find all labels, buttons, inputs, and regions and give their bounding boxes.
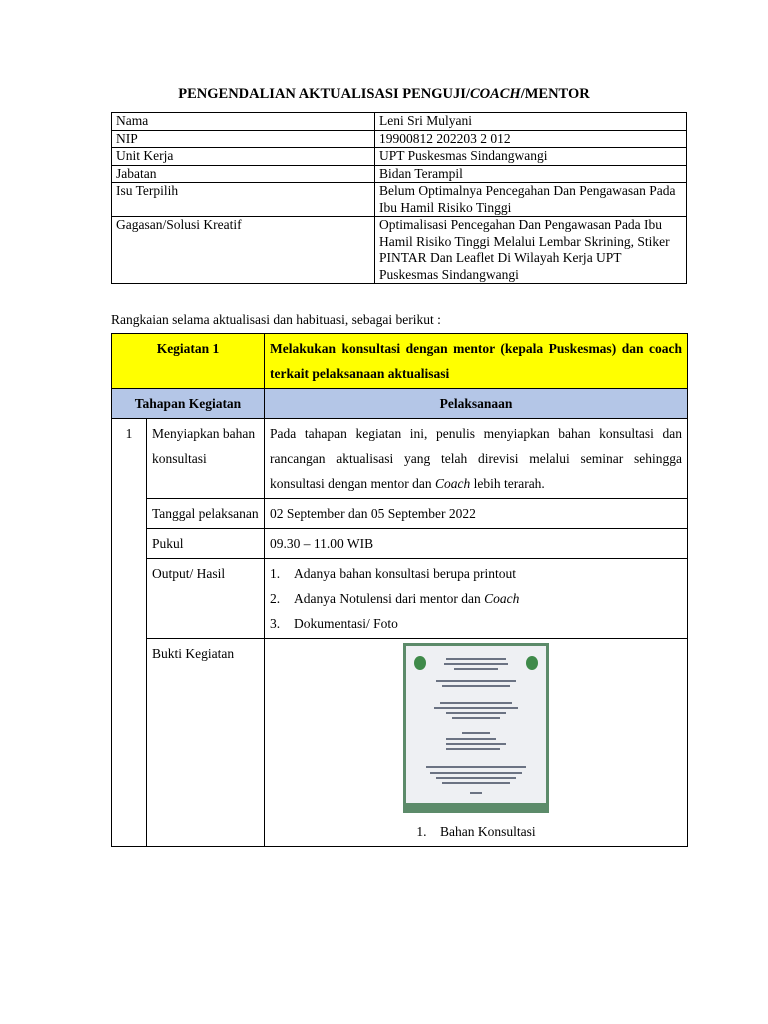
step-description: Pada tahapan kegiatan ini, penulis menyiapkan bahan konsultasi dan rancangan aktualisasi yang telah direvisi melalui seminar sehingga konsultasi dengan mentor dan Coach lebih terarah. (265, 419, 688, 499)
document-paper-image (406, 646, 546, 803)
list-item: 2. Adanya Notulensi dari mentor dan Coach (270, 591, 520, 606)
output-list (265, 559, 688, 639)
date-value: 02 September dan 05 September 2022 (265, 499, 688, 529)
activity-table (111, 333, 688, 847)
table-row (112, 130, 687, 148)
intro-text: Rangkaian selama aktualisasi dan habituasi, sebagai berikut : (111, 312, 441, 327)
field-value: Leni Sri Mulyani (375, 113, 687, 131)
page-title: PENGENDALIAN AKTUALISASI PENGUJI/COACH/MENTOR (178, 86, 590, 102)
table-row (112, 559, 688, 639)
table-row (112, 217, 687, 284)
step-label: Tanggal pelaksanan (147, 499, 265, 529)
step-label: Menyiapkan bahan konsultasi (147, 419, 265, 499)
field-value: Bidan Terampil (375, 165, 687, 183)
field-label: Isu Terpilih (112, 183, 375, 217)
table-row (112, 113, 687, 131)
step-label: Pukul (147, 529, 265, 559)
activity-number: 1 (112, 419, 147, 847)
field-value: Optimalisasi Pencegahan Dan Pengawasan Pada Ibu Hamil Risiko Tinggi Melalui Lembar Skrining, Stiker PINTAR Dan Leaflet Di Wilayah Kerja UPT Puskesmas Sindangwangi (375, 217, 687, 284)
list-item: 1. Adanya bahan konsultasi berupa printout (270, 566, 516, 581)
time-value: 09.30 – 11.00 WIB (265, 529, 688, 559)
field-label: NIP (112, 130, 375, 148)
field-label: Jabatan (112, 165, 375, 183)
column-header-execution: Pelaksanaan (265, 389, 688, 419)
field-value: UPT Puskesmas Sindangwangi (375, 148, 687, 166)
list-item: 3. Dokumentasi/ Foto (270, 616, 398, 631)
field-label: Unit Kerja (112, 148, 375, 166)
header-row (112, 389, 688, 419)
evidence-cell (265, 639, 688, 847)
step-label: Output/ Hasil (147, 559, 265, 639)
table-row (112, 183, 687, 217)
column-header-stage: Tahapan Kegiatan (112, 389, 265, 419)
table-row (112, 165, 687, 183)
field-value: Belum Optimalnya Pencegahan Dan Pengawasan Pada Ibu Hamil Risiko Tinggi (375, 183, 687, 217)
identity-table (111, 112, 687, 284)
step-label: Bukti Kegiatan (147, 639, 265, 847)
activity-title: Melakukan konsultasi dengan mentor (kepala Puskesmas) dan coach terkait pelaksanaan aktualisasi (265, 334, 688, 389)
photo-caption: 1. Bahan Konsultasi (416, 824, 536, 839)
field-label: Nama (112, 113, 375, 131)
activity-label: Kegiatan 1 (112, 334, 265, 389)
logo-icon (526, 656, 538, 670)
table-row (112, 148, 687, 166)
activity-title-row (112, 334, 688, 389)
table-row (112, 639, 688, 847)
table-row (112, 529, 688, 559)
logo-icon (414, 656, 426, 670)
field-value: 19900812 202203 2 012 (375, 130, 687, 148)
table-row (112, 499, 688, 529)
field-label: Gagasan/Solusi Kreatif (112, 217, 375, 284)
evidence-photo (403, 643, 549, 813)
table-row (112, 419, 688, 499)
